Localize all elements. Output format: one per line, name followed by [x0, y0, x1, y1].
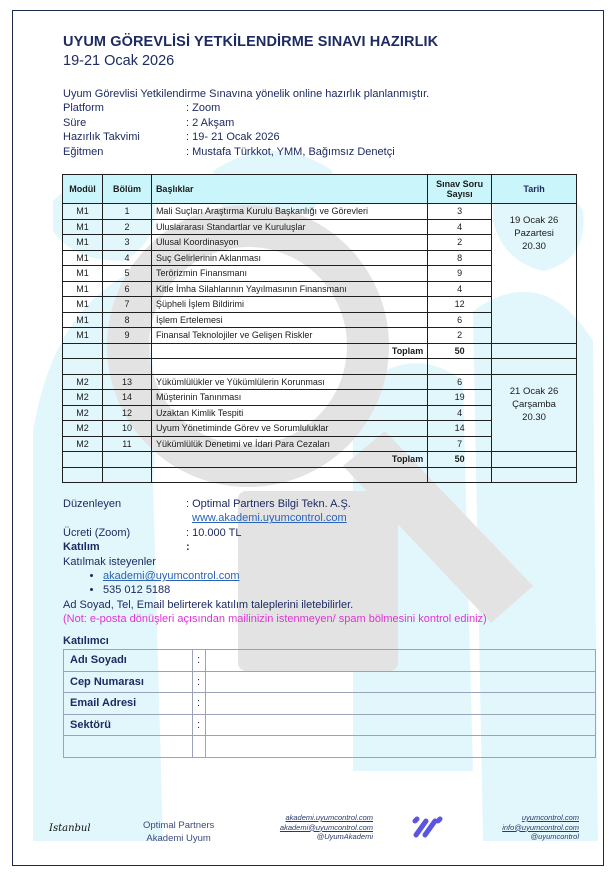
website-link[interactable]: www.akademi.uyumcontrol.com: [192, 512, 347, 525]
footer: [13, 801, 604, 851]
form-colon: :: [193, 671, 206, 693]
cell-bolum: 10: [102, 421, 151, 437]
form-colon: :: [193, 714, 206, 736]
website-row: [63, 511, 487, 525]
footer-link-website[interactable]: akademi.uyumcontrol.com: [285, 813, 373, 822]
date-line: 20.30: [522, 241, 546, 252]
form-field-label: Adı Soyadı: [64, 650, 193, 672]
cell-bolum: 13: [102, 374, 151, 390]
date-line: 21 Ocak 26: [509, 385, 559, 397]
participant-heading: Katılımcı: [63, 635, 109, 647]
cell-soru-sayisi: 8: [428, 250, 492, 266]
cell-bolum: 6: [102, 281, 151, 297]
form-colon: :: [193, 650, 206, 672]
uyumcontrol-slash-logo-icon: [411, 815, 445, 839]
fee-row: [63, 526, 487, 540]
cell-baslik: Uyum Yönetiminde Görev ve Sorumluluklar: [151, 421, 427, 437]
cell-bolum: 7: [102, 297, 151, 313]
cell-bolum: 11: [102, 436, 151, 452]
cell-soru-sayisi: 2: [428, 235, 492, 251]
contact-phone-item: [103, 583, 487, 597]
schedule-table: [62, 174, 577, 483]
form-row: [64, 650, 596, 672]
cell-soru-sayisi: 4: [428, 219, 492, 235]
brand-line-1: Optimal Partners: [143, 820, 215, 831]
total-label: Toplam: [151, 452, 427, 468]
cell-baslik: Ulusal Koordinasyon: [151, 235, 427, 251]
column-header-soru-sayisi: Sınav Soru Sayısı: [428, 175, 492, 204]
cell-modul: M1: [63, 250, 103, 266]
info-value: : 19- 21 Ocak 2026: [186, 131, 280, 144]
column-header-modul: Modül: [63, 175, 103, 204]
form-row: [64, 693, 596, 715]
info-label: Hazırlık Takvimi: [63, 131, 140, 144]
wishing-text: Katılmak isteyenler: [63, 555, 156, 568]
total-row: [63, 452, 577, 468]
cell-bolum: 1: [102, 204, 151, 220]
empty-row: [63, 359, 577, 375]
form-field-input[interactable]: [206, 671, 596, 693]
total-value: 50: [428, 343, 492, 359]
info-label: Süre: [63, 116, 87, 129]
table-row: [63, 374, 577, 390]
page-title: UYUM GÖREVLİSİ YETKİLENDİRME SINAVI HAZIRLIK: [63, 34, 439, 50]
cell-modul: M1: [63, 297, 103, 313]
footer-links-left: [261, 813, 373, 842]
form-field-input[interactable]: [206, 693, 596, 715]
contact-list: [63, 569, 487, 598]
cell-modul: M2: [63, 390, 103, 406]
total-row: [63, 343, 577, 359]
form-field-label: Email Adresi: [64, 693, 193, 715]
organizer-value: : Optimal Partners Bilgi Tekn. A.Ş.: [186, 498, 351, 510]
footer-link-email-2[interactable]: info@uyumcontrol.com: [502, 822, 579, 832]
fee-value: : 10.000 TL: [186, 526, 242, 539]
form-row: [64, 736, 596, 758]
details-block: [63, 497, 487, 627]
instruction-text: Ad Soyad, Tel, Email belirterek katılım taleplerini iletebilirler.: [63, 598, 354, 611]
date-line: 19 Ocak 26: [509, 215, 559, 226]
form-field-label: [64, 736, 193, 758]
total-value: 50: [428, 452, 492, 468]
cell-modul: M2: [63, 436, 103, 452]
info-value: : Zoom: [186, 102, 221, 115]
info-row-platform: [63, 101, 429, 115]
footer-brand: [143, 819, 214, 845]
cell-soru-sayisi: 19: [428, 390, 492, 406]
footer-handle: @UyumAkademi: [316, 832, 373, 841]
empty-row: [63, 467, 577, 483]
cell-bolum: 9: [102, 328, 151, 344]
cell-soru-sayisi: 2: [428, 328, 492, 344]
date-line: Çarşamba: [512, 398, 556, 410]
cell-baslik: Yükümlülük Denetimi ve İdari Para Cezaları: [151, 436, 427, 452]
cell-baslik: Uluslararası Standartlar ve Kuruluşlar: [151, 219, 427, 235]
table-row: [63, 204, 577, 220]
cell-modul: M2: [63, 421, 103, 437]
cell-baslik: Finansal Teknolojiler ve Gelişen Riskler: [151, 328, 427, 344]
page-frame: [12, 10, 604, 866]
page-subtitle: 19-21 Ocak 2026: [63, 53, 175, 69]
footer-link-email[interactable]: akademi@uyumcontrol.com: [279, 822, 373, 832]
cell-modul: M1: [63, 204, 103, 220]
footer-link-website-2[interactable]: uyumcontrol.com: [521, 813, 579, 822]
form-field-label: Cep Numarası: [64, 671, 193, 693]
organizer-row: [63, 497, 487, 511]
cell-modul: M2: [63, 405, 103, 421]
form-row: [64, 714, 596, 736]
column-header-bolum: Bölüm: [102, 175, 151, 204]
info-label: Eğitmen: [63, 145, 104, 158]
cell-tarih: [492, 204, 577, 344]
form-row: [64, 671, 596, 693]
cell-modul: M1: [63, 281, 103, 297]
cell-soru-sayisi: 7: [428, 436, 492, 452]
signature-istanbul: Istanbul: [49, 823, 91, 834]
cell-modul: M2: [63, 374, 103, 390]
brand-line-2: Akademi Uyum: [146, 833, 211, 844]
total-label: Toplam: [151, 343, 427, 359]
cell-bolum: 5: [102, 266, 151, 282]
info-row-calendar: [63, 130, 429, 144]
cell-bolum: 12: [102, 405, 151, 421]
cell-modul: M1: [63, 312, 103, 328]
cell-modul: M1: [63, 266, 103, 282]
cell-modul: M1: [63, 328, 103, 344]
cell-soru-sayisi: 6: [428, 312, 492, 328]
cell-baslik: Mali Suçları Araştırma Kurulu Başkanlığı ve Görevleri: [151, 204, 427, 220]
cell-soru-sayisi: 9: [428, 266, 492, 282]
footer-links-right: [463, 813, 579, 842]
info-value: : 2 Akşam: [186, 116, 235, 129]
column-header-tarih: Tarih: [492, 175, 577, 204]
cell-baslik: Kitle İmha Silahlarının Yayılmasının Finansmanı: [151, 281, 427, 297]
form-field-input[interactable]: [206, 736, 596, 758]
date-line: Pazartesi: [514, 228, 554, 239]
participation-row: [63, 540, 487, 554]
cell-soru-sayisi: 14: [428, 421, 492, 437]
form-colon: :: [193, 693, 206, 715]
cell-bolum: 8: [102, 312, 151, 328]
column-header-basliklar: Başlıklar: [151, 175, 427, 204]
form-field-input[interactable]: [206, 714, 596, 736]
cell-baslik: Uzaktan Kimlik Tespiti: [151, 405, 427, 421]
cell-bolum: 14: [102, 390, 151, 406]
contact-email-link[interactable]: akademi@uyumcontrol.com: [103, 570, 240, 583]
participation-value: :: [186, 541, 190, 554]
participant-form: [63, 649, 596, 758]
cell-bolum: 3: [102, 235, 151, 251]
cell-bolum: 2: [102, 219, 151, 235]
cell-bolum: 4: [102, 250, 151, 266]
schedule-header-row: [63, 175, 577, 204]
participation-label: Katılım: [63, 541, 100, 554]
cell-modul: M1: [63, 235, 103, 251]
cell-soru-sayisi: 4: [428, 405, 492, 421]
schedule-body: [63, 204, 577, 483]
organizer-label: Düzenleyen: [63, 498, 122, 510]
cell-baslik: Yükümlülükler ve Yükümlülerin Korunması: [151, 374, 427, 390]
contact-phone: 535 012 5188: [103, 584, 171, 597]
form-field-label: Sektörü: [64, 714, 193, 736]
cell-modul: M1: [63, 219, 103, 235]
form-colon: [193, 736, 206, 758]
cell-tarih: [492, 374, 577, 452]
contact-email-item: [103, 569, 487, 583]
cell-soru-sayisi: 12: [428, 297, 492, 313]
cell-soru-sayisi: 3: [428, 204, 492, 220]
cell-baslik: İşlem Ertelemesi: [151, 312, 427, 328]
fee-label: Ücreti (Zoom): [63, 526, 131, 539]
info-value: : Mustafa Türkkot, YMM, Bağımsız Denetçi: [186, 145, 395, 158]
cell-baslik: Terörizmin Finansmanı: [151, 266, 427, 282]
cell-baslik: Suç Gelirlerinin Aklanması: [151, 250, 427, 266]
intro-text: Uyum Görevlisi Yetkilendirme Sınavına yönelik online hazırlık planlanmıştır.: [63, 88, 430, 100]
cell-soru-sayisi: 6: [428, 374, 492, 390]
info-block: [63, 87, 429, 159]
spam-note: (Not: e-posta dönüşleri açısından mailinizin istenmeyen/ spam bölmesini kontrol ediniz): [63, 613, 487, 626]
cell-baslik: Şüpheli İşlem Bildirimi: [151, 297, 427, 313]
form-field-input[interactable]: [206, 650, 596, 672]
date-line: 20.30: [522, 411, 546, 423]
cell-baslik: Müşterinin Tanınması: [151, 390, 427, 406]
info-label: Platform: [63, 102, 104, 115]
footer-handle-2: @uyumcontrol: [530, 832, 579, 841]
info-row-instructor: [63, 145, 429, 159]
info-row-duration: [63, 116, 429, 130]
cell-soru-sayisi: 4: [428, 281, 492, 297]
